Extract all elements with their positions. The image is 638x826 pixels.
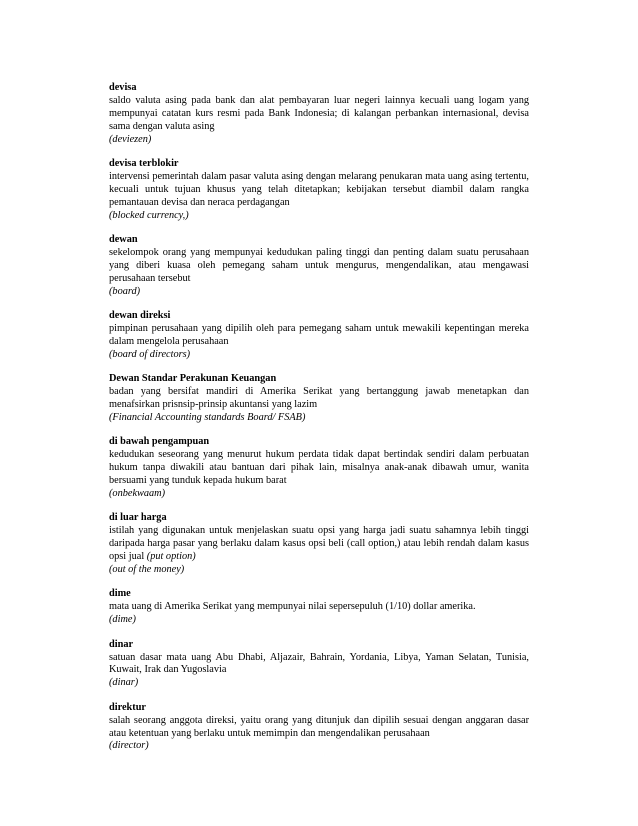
entry-term: di luar harga <box>109 512 167 524</box>
glossary-page <box>109 82 529 765</box>
entry-term: dinar <box>109 638 134 650</box>
glossary-entry <box>109 702 529 754</box>
definition-text: salah seorang anggota direksi, yaitu orang yang ditunjuk dan dipilih sesuai dengan anggaran dasar atau ketentuan yang berlaku untuk memimpin dan mengendalikan perusahaan <box>109 714 529 739</box>
definition-text: intervensi pemerintah dalam pasar valuta asing dengan melarang penukaran mata uang asing tertentu, kecuali untuk tujuan khusus yang telah ditetapkan; kebijakan tersebut diambil dalam rangka pemantauan devisa dan neraca perdagangan <box>109 170 529 208</box>
entry-english-term: (board) <box>109 285 141 297</box>
entry-term: dewan direksi <box>109 310 171 322</box>
entry-definition <box>109 449 529 488</box>
definition-text: satuan dasar mata uang Abu Dhabi, Aljazair, Bahrain, Yordania, Libya, Yaman Selatan, Tunisia, Kuwait, Irak dan Yugoslavia <box>109 651 529 676</box>
entry-definition <box>109 601 529 614</box>
glossary-entry <box>109 588 529 627</box>
entry-definition <box>109 171 529 210</box>
entry-definition <box>109 715 529 741</box>
entry-definition <box>109 323 529 349</box>
entry-english-term: (deviezen) <box>109 133 152 145</box>
glossary-entry <box>109 82 529 147</box>
entry-english-term: (onbekwaam) <box>109 487 166 499</box>
entry-english-term: (director) <box>109 740 149 752</box>
glossary-entry <box>109 234 529 299</box>
entry-definition <box>109 247 529 286</box>
entry-english-term: (dinar) <box>109 677 139 689</box>
glossary-entry <box>109 310 529 362</box>
entry-term: devisa <box>109 82 137 93</box>
entry-term: dewan <box>109 234 138 246</box>
definition-text: pimpinan perusahaan yang dipilih oleh para pemegang saham untuk mewakili kepentingan mereka dalam mengelola perusahaan <box>109 323 529 347</box>
glossary-entry <box>109 158 529 223</box>
entry-english-term: (blocked currency,) <box>109 209 189 221</box>
glossary-entry <box>109 436 529 501</box>
glossary-entry <box>109 512 529 577</box>
definition-text: badan yang bersifat mandiri di Amerika Serikat yang bertanggung jawab menetapkan dan menafsirkan prisnsip-prinsip akuntansi yang lazim <box>109 386 529 411</box>
entry-english-term: (dime) <box>109 614 136 626</box>
entry-english-term: (out of the money) <box>109 564 185 575</box>
definition-text: kedudukan seseorang yang menurut hukum perdata tidak dapat bertindak sendiri dalam perbuatan hukum tanpa diwakili atau bantuan dari pihak lain, misalnya anak-anak dibawah umur, wanita bersuami yang tunduk kepada hukum barat <box>109 449 529 487</box>
definition-text: mata uang di Amerika Serikat yang mempunyai nilai sepersepuluh (1/10) dollar amerika. <box>109 601 476 613</box>
definition-italic-text: (put option) <box>146 551 196 563</box>
glossary-entry <box>109 373 529 425</box>
entry-definition <box>109 525 529 564</box>
definition-text: istilah yang digunakan untuk menjelaskan suatu opsi yang harga jadi suatu sahamnya lebih tinggi daripada harga pasar yang berlaku dalam kasus opsi beli (call option,) atau lebih rendah dalam kasus opsi jual <box>109 525 529 563</box>
entry-english-term: (Financial Accounting standards Board/ FSAB) <box>109 411 306 423</box>
entry-definition <box>109 95 529 134</box>
entry-term: dime <box>109 588 131 600</box>
entry-english-term: (board of directors) <box>109 348 191 360</box>
glossary-entry <box>109 639 529 691</box>
entry-definition <box>109 386 529 412</box>
definition-text: saldo valuta asing pada bank dan alat pembayaran luar negeri lainnya kecuali uang logam yang mempunyai catatan kurs resmi pada Bank Indonesia; di kalangan perbankan internasional, devisa sama dengan valuta asing <box>109 94 529 132</box>
entry-definition <box>109 652 529 678</box>
entry-term: di bawah pengampuan <box>109 436 210 448</box>
definition-text: sekelompok orang yang mempunyai kedudukan paling tinggi dan penting dalam suatu perusahaan yang diberi kuasa oleh pemegang saham untuk mengurus, mengendalikan, atau mengawasi perusahaan tersebut <box>109 246 529 284</box>
entry-term: Dewan Standar Perakunan Keuangan <box>109 373 277 385</box>
entry-term: devisa terblokir <box>109 158 179 170</box>
entry-term: direktur <box>109 701 146 713</box>
